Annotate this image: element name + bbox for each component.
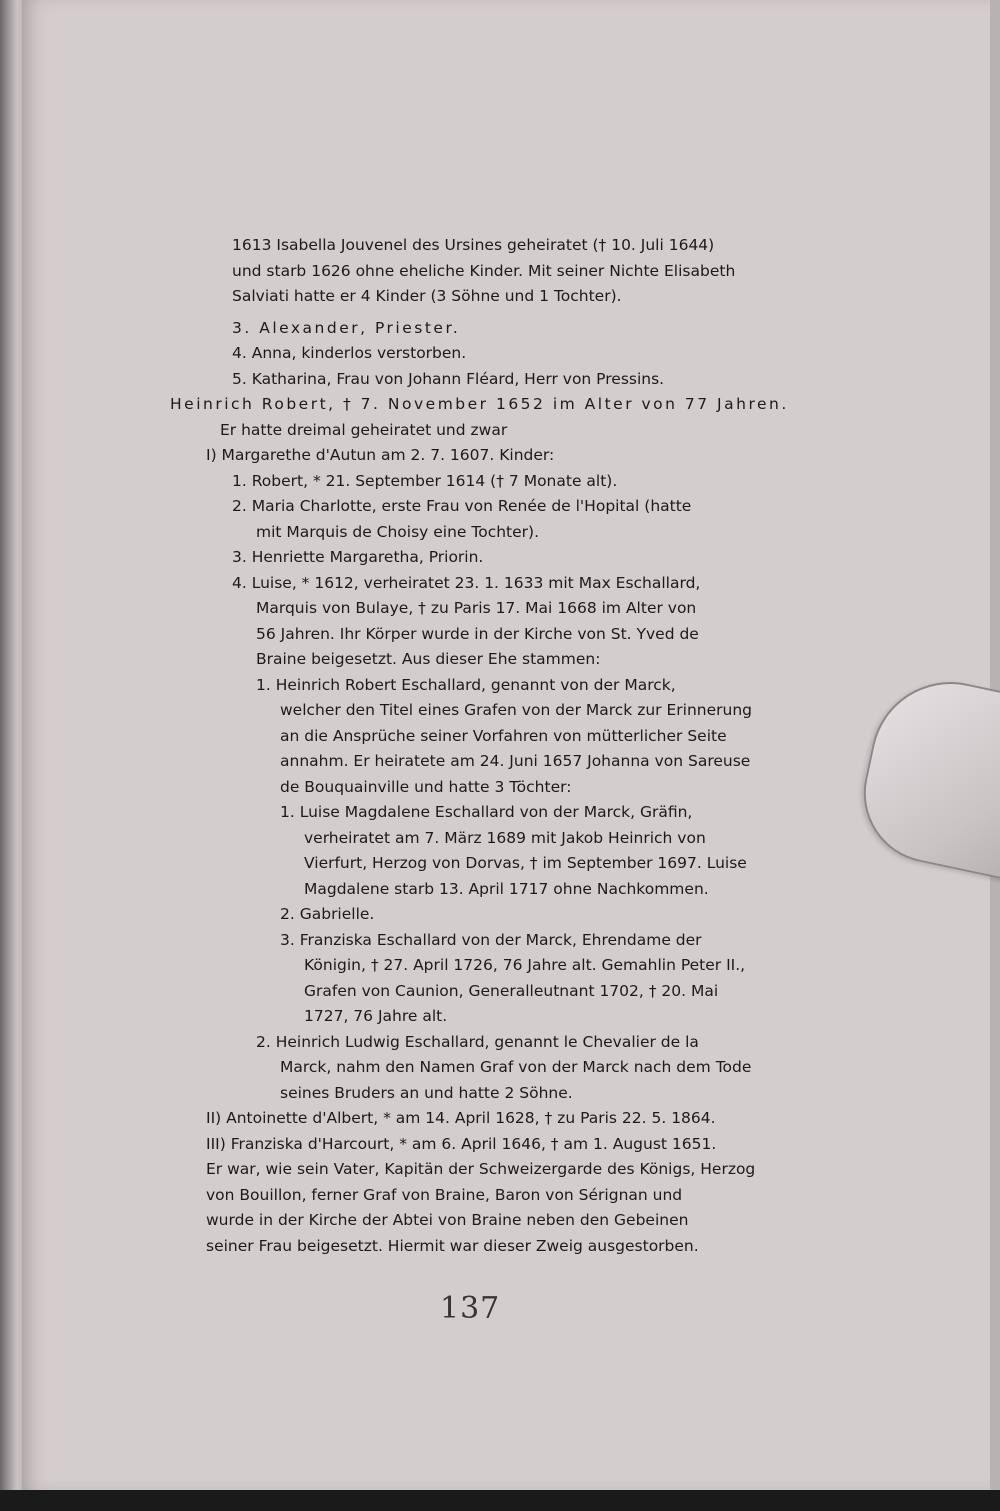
scan-bottom-strip	[0, 1490, 1000, 1511]
text-line: 1. Luise Magdalene Eschallard von der Marck, Gräfin,	[280, 803, 693, 821]
text-line: Marck, nahm den Namen Graf von der Marck nach dem Tode	[280, 1058, 752, 1076]
text-line: Königin, † 27. April 1726, 76 Jahre alt. Gemahlin Peter II.,	[304, 956, 746, 974]
text-line: Vierfurt, Herzog von Dorvas, † im September 1697. Luise	[304, 854, 747, 872]
text-line: 1727, 76 Jahre alt.	[304, 1007, 448, 1025]
text-line: de Bouquainville und hatte 3 Töchter:	[280, 777, 572, 796]
text-line: 1. Heinrich Robert Eschallard, genannt von der Marck,	[256, 675, 676, 694]
text-line: 3. Franziska Eschallard von der Marck, Ehrendame der	[280, 930, 702, 949]
text-line: 2. Heinrich Ludwig Eschallard, genannt le Chevalier de la	[256, 1032, 699, 1051]
text-line: Er war, wie sein Vater, Kapitän der Schweizergarde des Königs, Herzog	[206, 1160, 756, 1178]
text-line: 2. Gabrielle.	[280, 905, 375, 923]
text-line: Magdalene starb 13. April 1717 ohne Nachkommen.	[304, 879, 709, 898]
page-text	[170, 233, 790, 1259]
text-line: I) Margarethe d'Autun am 2. 7. 1607. Kinder:	[206, 446, 555, 464]
text-line: Salviati hatte er 4 Kinder (3 Söhne und 1 Tochter).	[232, 287, 622, 305]
text-line: an die Ansprüche seiner Vorfahren von mütterlicher Seite	[280, 726, 727, 745]
text-line: 4. Anna, kinderlos verstorben.	[232, 344, 467, 362]
text-line: 2. Maria Charlotte, erste Frau von Renée de l'Hopital (hatte	[232, 497, 692, 515]
text-line: und starb 1626 ohne eheliche Kinder. Mit seiner Nichte Elisabeth	[232, 261, 736, 280]
text-line: verheiratet am 7. März 1689 mit Jakob Heinrich von	[304, 828, 706, 847]
page-number: 137	[440, 1291, 501, 1326]
text-line: Er hatte dreimal geheiratet und zwar	[220, 420, 508, 439]
text-line: 1. Robert, * 21. September 1614 († 7 Monate alt).	[232, 471, 618, 490]
text-line: 3. Henriette Margaretha, Priorin.	[232, 548, 484, 566]
text-line: mit Marquis de Choisy eine Tochter).	[256, 522, 540, 541]
text-line: annahm. Er heiratete am 24. Juni 1657 Johanna von Sareuse	[280, 752, 751, 770]
text-line: seiner Frau beigesetzt. Hiermit war dieser Zweig ausgestorben.	[206, 1236, 699, 1255]
text-line: III) Franziska d'Harcourt, * am 6. April 1646, † am 1. August 1651.	[206, 1134, 717, 1153]
text-line: Marquis von Bulaye, † zu Paris 17. Mai 1668 im Alter von	[256, 599, 697, 617]
text-line: 56 Jahren. Ihr Körper wurde in der Kirche von St. Yved de	[256, 624, 699, 643]
text-line: 1613 Isabella Jouvenel des Ursines geheiratet († 10. Juli 1644)	[232, 236, 715, 254]
text-line: seines Bruders an und hatte 2 Söhne.	[280, 1083, 573, 1102]
text-line: 3. Alexander, Priester.	[232, 318, 461, 337]
text-line: von Bouillon, ferner Graf von Braine, Baron von Sérignan und	[206, 1185, 683, 1204]
text-line: 5. Katharina, Frau von Johann Fléard, Herr von Pressins.	[232, 369, 665, 388]
text-line: Grafen von Caunion, Generalleutnant 1702, † 20. Mai	[304, 981, 719, 1000]
text-line: 4. Luise, * 1612, verheiratet 23. 1. 1633 mit Max Eschallard,	[232, 573, 701, 592]
text-line: welcher den Titel eines Grafen von der Marck zur Erinnerung	[280, 701, 752, 719]
heading-line: Heinrich Robert, † 7. November 1652 im Alter von 77 Jahren.	[170, 395, 789, 413]
text-line: wurde in der Kirche der Abtei von Braine neben den Gebeinen	[206, 1211, 689, 1229]
text-line: II) Antoinette d'Albert, * am 14. April 1628, † zu Paris 22. 5. 1864.	[206, 1109, 716, 1127]
text-line: Braine beigesetzt. Aus dieser Ehe stammen:	[256, 650, 601, 668]
